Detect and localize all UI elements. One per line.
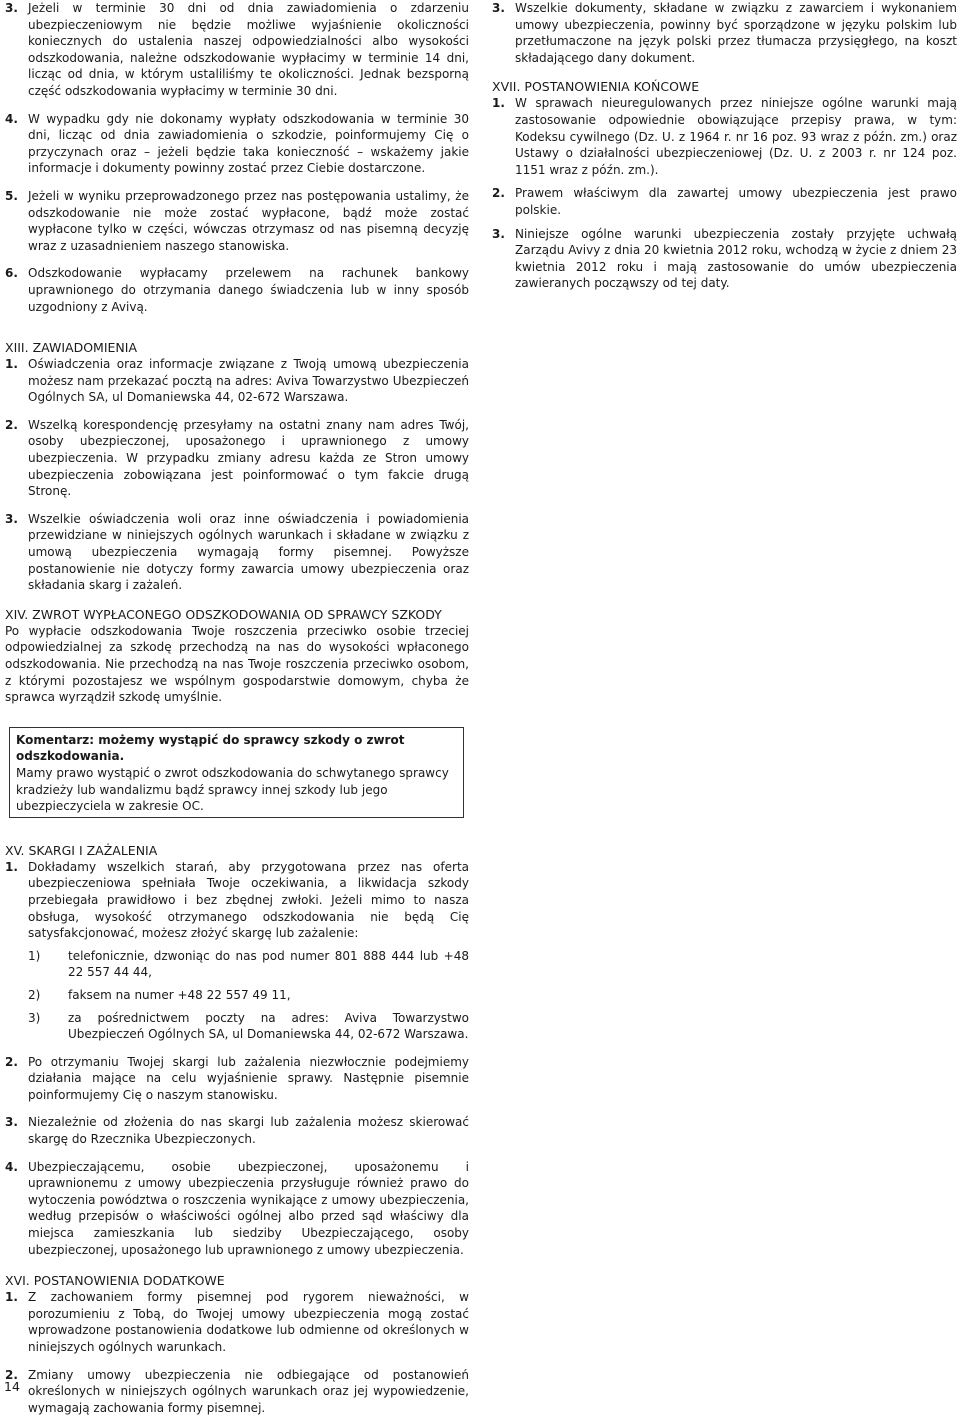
section-13-title: XIII. ZAWIADOMIENIA <box>5 340 138 356</box>
list-item <box>492 185 957 218</box>
list-item <box>5 111 469 177</box>
list-item <box>492 95 957 178</box>
section-17-list <box>492 95 957 292</box>
item-number: 1. <box>5 859 18 874</box>
section-16-title: XVI. POSTANOWIENIA DODATKOWE <box>5 1273 225 1289</box>
sub-item-text: faksem na numer +48 22 557 49 11, <box>68 987 291 1002</box>
list-item <box>5 1114 469 1147</box>
item-text: W wypadku gdy nie dokonamy wypłaty odszkodowania w terminie 30 dni, licząc od dnia zawiadomienia o szkodzie, poinformujemy Cię o przyczynach oraz – jeżeli będzie taka konieczność – wskażemy jakie informacje i dokumenty powinny zostać przez Ciebie dostarczone. <box>28 111 469 176</box>
sub-item-text: telefonicznie, dzwoniąc do nas pod numer 801 888 444 lub +48 22 557 44 44, <box>68 948 469 980</box>
item-text: Niezależnie od złożenia do nas skargi lub zażalenia możesz skierować skargę do Rzecznika Ubezpieczonych. <box>28 1115 469 1147</box>
intro-list <box>5 0 469 315</box>
section-16-list <box>5 1289 469 1416</box>
list-item <box>5 1054 469 1104</box>
item-text: Jeżeli w wyniku przeprowadzonego przez nas postępowania ustalimy, że odszkodowanie nie może zostać wypłacone, bądź może zostać wypłacone tylko w części, wówczas otrzymasz od nas pisemną decyzję wraz z uzasadnieniem naszego stanowiska. <box>28 188 469 253</box>
item-text: Niniejsze ogólne warunki ubezpieczenia zostały przyjęte uchwałą Zarządu Avivy z dnia 20 kwietnia 2012 roku, wchodzą w życie z dniem 23 kwietnia 2012 roku i mają zastosowanie do umów ubezpieczenia zawieranych począwszy od tej daty. <box>515 226 957 291</box>
list-item <box>492 226 957 292</box>
list-item <box>5 1159 469 1259</box>
comment-title: Komentarz: możemy wystąpić do sprawcy szkody o zwrot odszkodowania. <box>16 732 405 764</box>
list-item <box>5 1289 469 1355</box>
item-number: 2. <box>492 186 505 201</box>
item-number: 3. <box>5 511 18 526</box>
item-number: 3. <box>5 1115 18 1130</box>
list-item <box>5 417 469 500</box>
section-17-title: XVII. POSTANOWIENIA KOŃCOWE <box>492 79 700 95</box>
sub-list-item <box>28 987 469 1004</box>
left-column <box>5 0 469 1416</box>
list-item <box>492 0 957 66</box>
item-text: Dokładamy wszelkich starań, aby przygotowana przez nas oferta ubezpieczeniowa spełniała Twoje oczekiwania, a likwidacja szkody przebiegała prawidłowo i bez zbędnej zwłoki. Jeżeli mimo to nasza obsługa, wysokość otrzymanego odszkodowania nie będą Cię satysfakcjonować, możesz złożyć skargę lub zażalenie: <box>28 859 469 941</box>
item-number: 3. <box>492 1 505 15</box>
list-item <box>5 0 469 100</box>
sub-item-number: 3) <box>28 1010 41 1025</box>
page-number: 14 <box>4 1379 20 1394</box>
item-number: 4. <box>5 1159 18 1174</box>
item-number: 1. <box>5 1290 18 1305</box>
item-text: Ubezpieczającemu, osobie ubezpieczonej, uposażonemu i uprawnionemu z umowy ubezpieczenia przysługuje również prawo do wytoczenia powództwa o roszczenia wynikające z umowy ubezpieczenia, według przepisów o właściwości ogólnej albo przed sąd właściwy dla miejsca zamieszkania lub siedziby Ubezpieczającego, osoby ubezpieczonej, uposażonego lub uprawnionego z umowy ubezpieczenia. <box>28 1159 469 1257</box>
section-15-list <box>5 859 469 1258</box>
item-text: W sprawach nieuregulowanych przez niniejsze ogólne warunki mają zastosowanie odpowiednie obowiązujące przepisy prawa, w tym: Kodeksu cywilnego (Dz. U. z 1964 r. nr 16 poz. 93 wraz z późn. zm.) oraz Ustawy o działalności ubezpieczeniowej (Dz. U. z 2003 r. nr 124 poz. 1151 wraz z późn. zm.). <box>515 96 957 177</box>
sub-item-text: za pośrednictwem poczty na adres: Aviva Towarzystwo Ubezpieczeń Ogólnych SA, ul Domaniewska 44, 02-672 Warszawa. <box>68 1010 469 1042</box>
item-number: 3. <box>5 1 18 15</box>
section-14-text: Po wypłacie odszkodowania Twoje roszczenia przeciwko osobie trzeciej odpowiedzialnej za szkodę przechodzą na nas do wysokości wpłaconego odszkodowania. Nie przechodzą na nas Twoje roszczenia przeciwko osobom, z którymi pozostajesz we wspólnym gospodarstwie domowym, chyba że sprawca wyrządził szkodę umyślnie. <box>5 623 469 705</box>
list-item <box>5 356 469 406</box>
item-number: 3. <box>492 226 505 241</box>
item-text: Wszelką korespondencję przesyłamy na ostatni znany nam adres Twój, osoby ubezpieczonej, uposażonego i uprawnionego z umowy ubezpieczenia. W przypadku zmiany adresu każda ze Stron umowy ubezpieczenia zobowiązana jest poinformować o tym fakcie drugą Stronę. <box>28 417 469 499</box>
item-text: Prawem właściwym dla zawartej umowy ubezpieczenia jest prawo polskie. <box>515 186 957 217</box>
item-number: 2. <box>5 1367 18 1382</box>
item-text: Odszkodowanie wypłacamy przelewem na rachunek bankowy uprawnionego do otrzymania danego świadczenia lub w inny sposób uzgodniony z Avivą. <box>28 266 469 314</box>
list-item <box>5 511 469 594</box>
item-number: 1. <box>492 96 505 111</box>
list-item <box>5 265 469 315</box>
sub-item-number: 2) <box>28 987 41 1002</box>
sub-item-number: 1) <box>28 948 41 963</box>
comment-text: Mamy prawo wystąpić o zwrot odszkodowania do schwytanego sprawcy kradzieży lub wandalizmu bądź sprawcy innej szkody lub jego ubezpieczyciela w zakresie OC. <box>16 765 449 814</box>
item-text: Oświadczenia oraz informacje związane z Twoją umową ubezpieczenia możesz nam przekazać pocztą na adres: Aviva Towarzystwo Ubezpieczeń Ogólnych SA, ul Domaniewska 44, 02-672 Warszawa. <box>28 357 469 405</box>
list-item <box>5 859 469 942</box>
item-text: Zmiany umowy ubezpieczenia nie odbiegające od postanowień określonych w niniejszych ogólnych warunkach oraz jej wypowiedzenie, wymagają zachowania formy pisemnej. <box>28 1367 469 1415</box>
item-text: Wszelkie dokumenty, składane w związku z zawarciem i wykonaniem umowy ubezpieczenia, powinny być sporządzone w języku polskim lub przetłumaczone na język polski przez tłumacza przysięgłego, na koszt składającego dany dokument. <box>515 1 957 65</box>
item-text: Jeżeli w terminie 30 dni od dnia zawiadomienia o zdarzeniu ubezpieczeniowym nie będzie możliwe wyjaśnienie okoliczności koniecznych do ustalenia naszej odpowiedzialności albo wysokości odszkodowania, należne odszkodowanie wypłacimy w terminie 14 dni, licząc od dnia, w którym ustaliliśmy te okoliczności. Jednak bezsporną część odszkodowania wypłacimy w terminie 30 dni. <box>28 1 469 98</box>
item-text: Po otrzymaniu Twojej skargi lub zażalenia niezwłocznie podejmiemy działania mające na celu wyjaśnienie sprawy. Następnie pisemnie poinformujemy Cię o naszym stanowisku. <box>28 1054 469 1102</box>
item-text: Wszelkie oświadczenia woli oraz inne oświadczenia i powiadomienia przewidziane w niniejszych ogólnych warunkach i składane w związku z umową ubezpieczenia wymagają formy pisemnej. Powyższe postanowienie nie dotyczy formy zawarcia umowy ubezpieczenia oraz składania skarg i zażaleń. <box>28 511 469 593</box>
item-text: Z zachowaniem formy pisemnej pod rygorem nieważności, w porozumieniu z Tobą, do Twojej umowy ubezpieczenia mogą zostać wprowadzone postanowienia dodatkowe lub odmienne od określonych w niniejszych ogólnych warunkach. <box>28 1290 469 1354</box>
right-column <box>492 0 957 292</box>
item-number: 2. <box>5 1054 18 1069</box>
item-number: 4. <box>5 111 18 126</box>
sub-list-item <box>28 1010 469 1043</box>
section-14-title: XIV. ZWROT WYPŁACONEGO ODSZKODOWANIA OD SPRAWCY SZKODY <box>5 606 442 622</box>
item-number: 6. <box>5 266 18 281</box>
item-number: 5. <box>5 188 18 203</box>
list-item <box>5 1367 469 1416</box>
item-number: 2. <box>5 417 18 432</box>
section-13-list <box>5 356 469 594</box>
section-15-title: XV. SKARGI I ZAŻALENIA <box>5 842 158 858</box>
item-number: 1. <box>5 357 18 372</box>
sub-list-item <box>28 948 469 981</box>
list-item <box>5 188 469 254</box>
comment-box <box>9 727 464 818</box>
